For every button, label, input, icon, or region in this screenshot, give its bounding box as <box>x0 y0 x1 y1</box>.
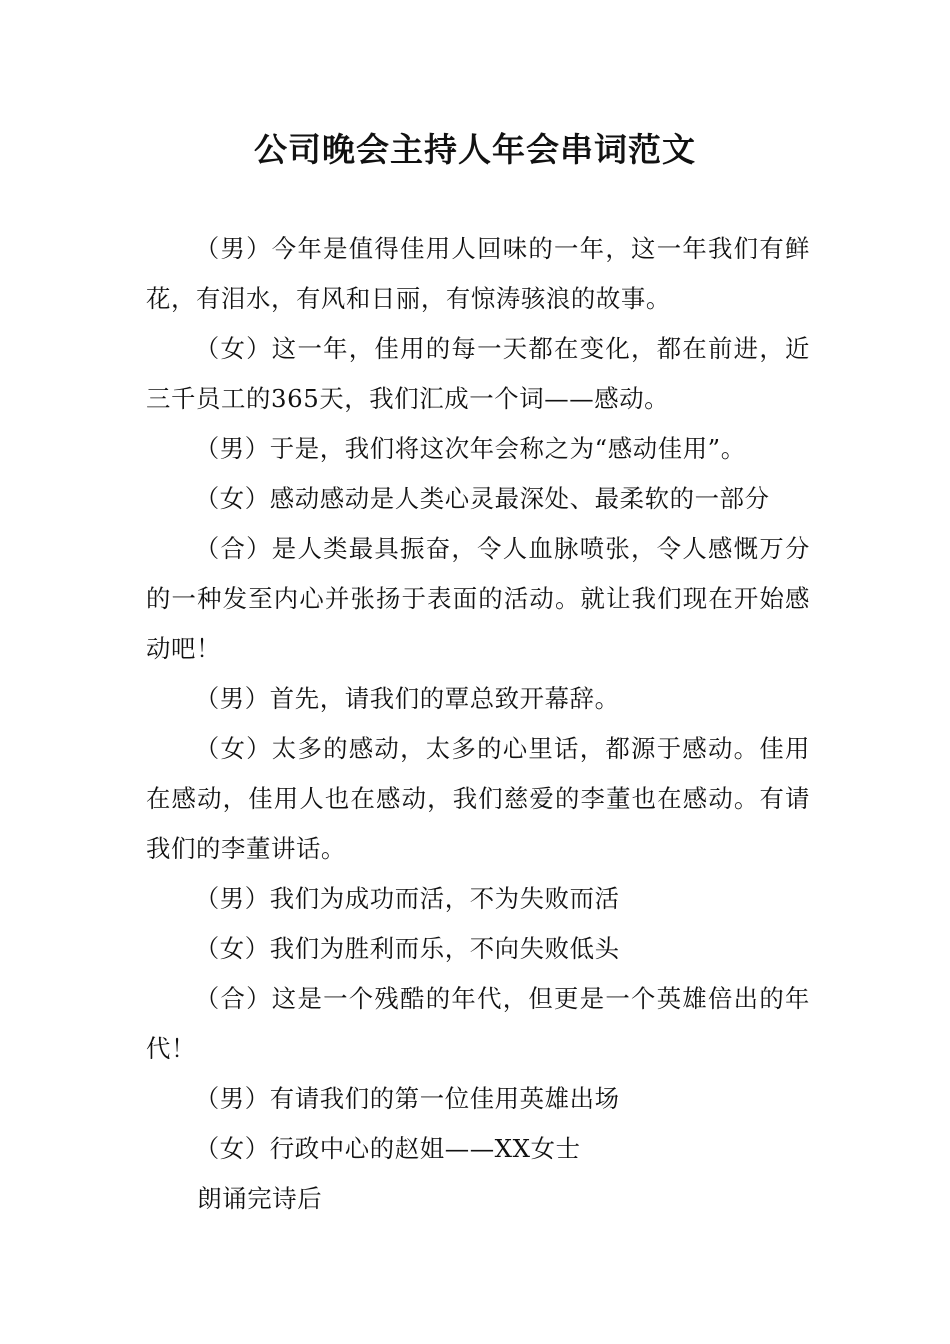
paragraph-2: （女）这一年，佳用的每一天都在变化，都在前进，近三千员工的365天，我们汇成一个词——感动。 <box>146 334 810 413</box>
paragraph-4: （女）感动感动是人类心灵最深处、最柔软的一部分 <box>194 484 770 513</box>
paragraph-11: （男）有请我们的第一位佳用英雄出场 <box>194 1084 620 1113</box>
paragraph-3: （男）于是，我们将这次年会称之为“感动佳用”。 <box>194 434 746 463</box>
paragraph-8: （男）我们为成功而活，不为失败而活 <box>194 884 620 913</box>
paragraph-9: （女）我们为胜利而乐，不向失败低头 <box>194 934 620 963</box>
document-body <box>146 224 810 1224</box>
paragraph-6: （男）首先，请我们的覃总致开幕辞。 <box>194 684 620 713</box>
document-title: 公司晚会主持人年会串词范文 <box>254 130 696 169</box>
paragraph-13: 朗诵完诗后 <box>197 1184 323 1213</box>
paragraph-5: （合）是人类最具振奋，令人血脉喷张，令人感慨万分的一种发至内心并张扬于表面的活动。就让我们现在开始感动吧！ <box>146 534 810 663</box>
paragraph-1: （男）今年是值得佳用人回味的一年，这一年我们有鲜花，有泪水，有风和日丽，有惊涛骇浪的故事。 <box>146 234 810 313</box>
paragraph-10: （合）这是一个残酷的年代，但更是一个英雄倍出的年代！ <box>146 984 810 1063</box>
paragraph-12: （女）行政中心的赵姐——XX女士 <box>194 1134 581 1163</box>
paragraph-7: （女）太多的感动，太多的心里话，都源于感动。佳用在感动，佳用人也在感动，我们慈爱的李董也在感动。有请我们的李董讲话。 <box>146 734 810 863</box>
